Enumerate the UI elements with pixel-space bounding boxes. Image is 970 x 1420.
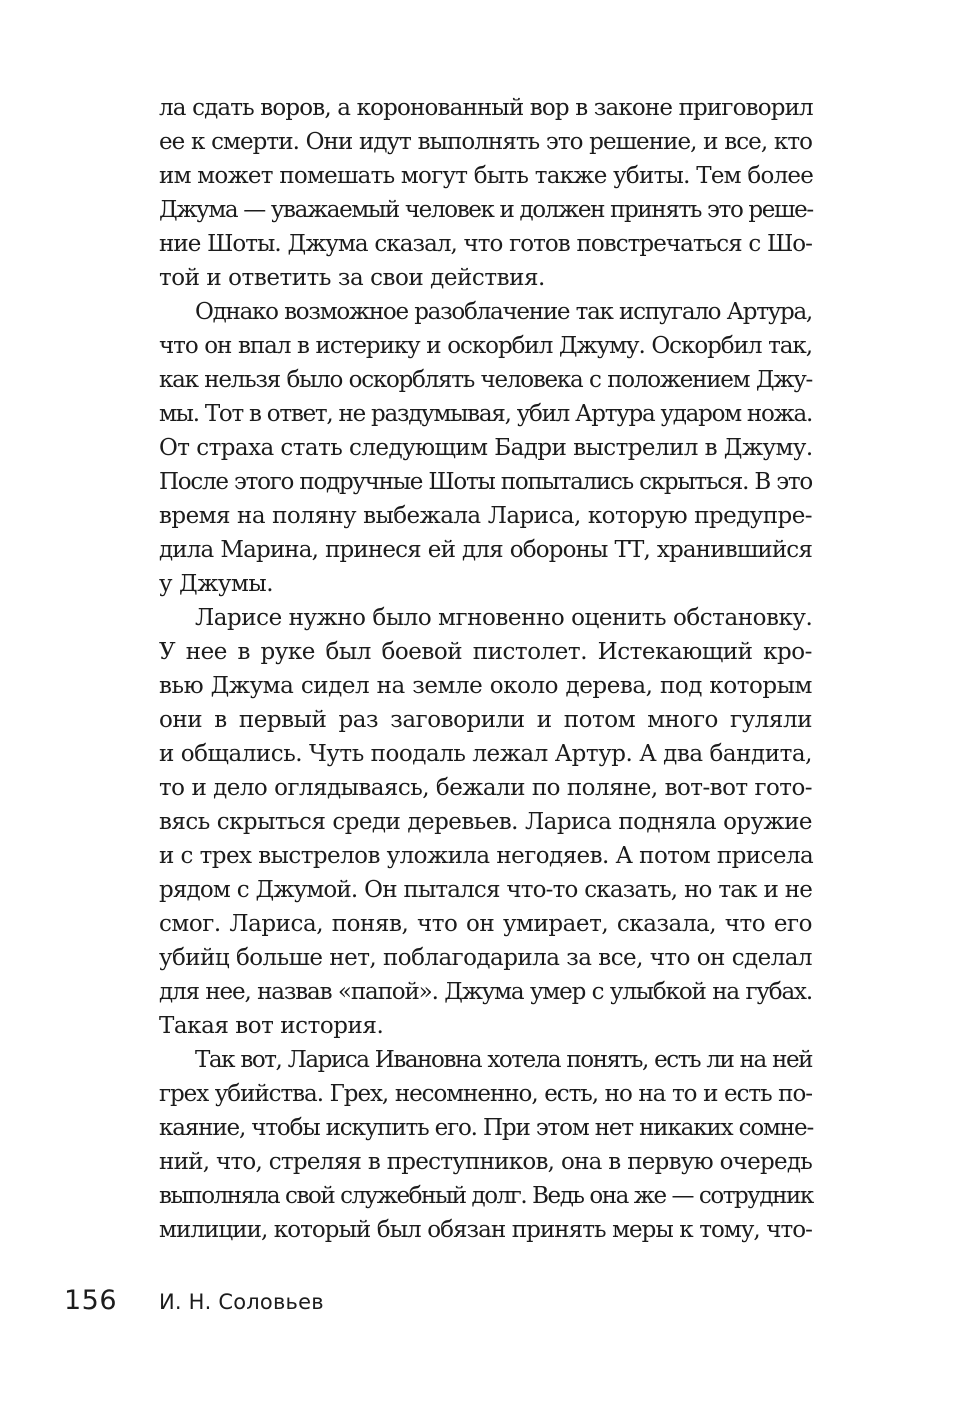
text-line: Так вот, Лариса Ивановна хотела понять, есть ли на ней bbox=[195, 1047, 812, 1073]
text-line: и общались. Чуть поодаль лежал Артур. А два бандита, bbox=[159, 741, 812, 767]
text-line: той и ответить за свои действия. bbox=[159, 265, 545, 291]
text-line: что он впал в истерику и оскорбил Джуму. Оскорбил так, bbox=[159, 333, 812, 359]
text-line: вью Джума сидел на земле около дерева, под которым bbox=[159, 673, 812, 699]
text-line: то и дело оглядываясь, бежали по поляне, вот-вот гото- bbox=[159, 775, 812, 801]
text-line: После этого подручные Шоты попытались скрыться. В это bbox=[159, 469, 812, 495]
text-line: выполняла свой служебный долг. Ведь она же — сотрудник bbox=[159, 1183, 813, 1209]
text-line: милиции, который был обязан принять меры к тому, что- bbox=[159, 1217, 812, 1243]
text-line: вясь скрыться среди деревьев. Лариса подняла оружие bbox=[159, 809, 812, 835]
text-line: убийц больше нет, поблагодарила за все, что он сделал bbox=[159, 945, 812, 971]
text-line: ний, что, стреляя в преступников, она в первую очередь bbox=[159, 1149, 812, 1175]
running-head-author: И. Н. Соловьев bbox=[159, 1290, 324, 1314]
text-line: смог. Лариса, поняв, что он умирает, сказала, что его bbox=[159, 911, 812, 937]
text-line: Однако возможное разоблачение так испугало Артура, bbox=[195, 299, 812, 325]
body-text bbox=[159, 91, 812, 1247]
text-line: Такая вот история. bbox=[159, 1013, 384, 1039]
text-line: и с трех выстрелов уложила негодяев. А потом присела bbox=[159, 843, 814, 869]
paragraph-2 bbox=[159, 295, 812, 601]
text-line: для нее, назвав «папой». Джума умер с улыбкой на губах. bbox=[159, 979, 812, 1005]
text-line: мы. Тот в ответ, не раздумывая, убил Артура ударом ножа. bbox=[159, 401, 813, 427]
text-line: грех убийства. Грех, несомненно, есть, но на то и есть по- bbox=[159, 1081, 812, 1107]
text-line: Джума — уважаемый человек и должен принять это реше- bbox=[159, 197, 813, 223]
text-line: ее к смерти. Они идут выполнять это решение, и все, кто bbox=[159, 129, 812, 155]
text-line: дила Марина, принеся ей для обороны ТТ, хранившийся bbox=[159, 537, 812, 563]
page-footer bbox=[0, 1281, 970, 1321]
text-line: У нее в руке был боевой пистолет. Истекающий кро- bbox=[159, 639, 812, 665]
paragraph-1 bbox=[159, 91, 812, 295]
paragraph-3 bbox=[159, 601, 812, 1043]
text-line: время на поляну выбежала Лариса, которую предупре- bbox=[159, 503, 812, 529]
text-line: они в первый раз заговорили и потом много гуляли bbox=[159, 707, 812, 733]
text-line: ла сдать воров, а коронованный вор в законе приговорил bbox=[159, 95, 813, 121]
text-line: Ларисе нужно было мгновенно оценить обстановку. bbox=[195, 605, 813, 631]
text-line: как нельзя было оскорблять человека с положением Джу- bbox=[159, 367, 812, 393]
text-line: ние Шоты. Джума сказал, что готов повстречаться с Шо- bbox=[159, 231, 812, 257]
text-line: у Джумы. bbox=[159, 571, 274, 597]
page-number: 156 bbox=[64, 1285, 118, 1316]
paragraph-4 bbox=[159, 1043, 812, 1247]
text-line: каяние, чтобы искупить его. При этом нет никаких сомне- bbox=[159, 1115, 814, 1141]
text-line: От страха стать следующим Бадри выстрелил в Джуму. bbox=[159, 435, 813, 461]
text-line: им может помешать могут быть также убиты. Тем более bbox=[159, 163, 814, 189]
text-line: рядом с Джумой. Он пытался что-то сказать, но так и не bbox=[159, 877, 812, 903]
